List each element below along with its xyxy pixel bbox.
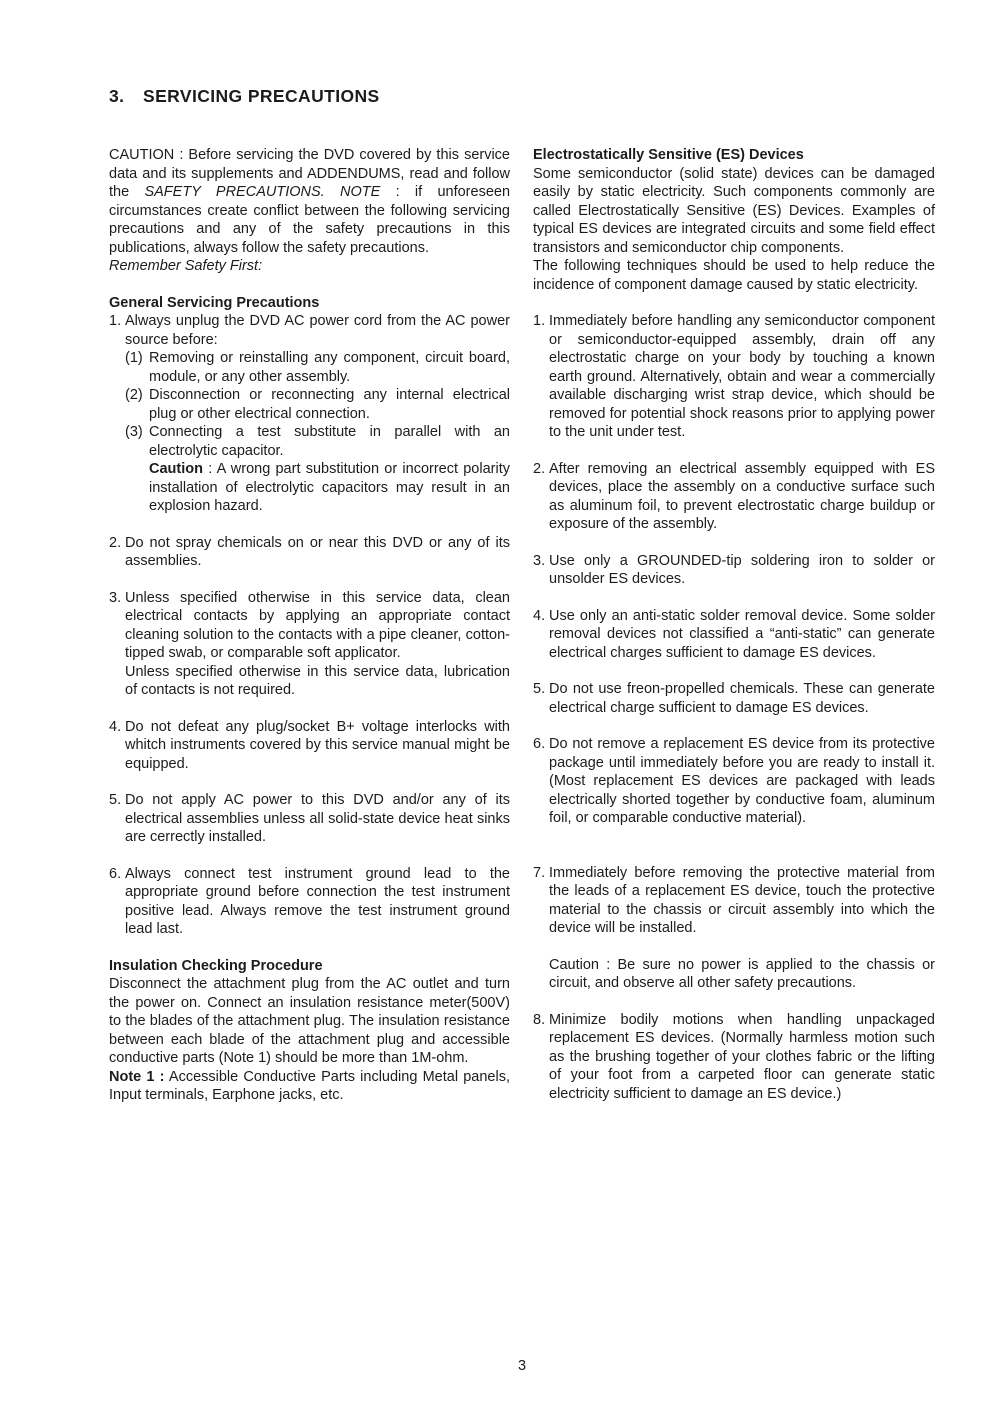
item-text: Use only a GROUNDED-tip soldering iron to solder or unsolder ES devices. — [549, 552, 935, 587]
sub-item-2 — [125, 386, 510, 423]
item-number: 5. — [109, 792, 122, 808]
list-item-3 — [109, 589, 510, 700]
item-number: 5. — [533, 681, 546, 697]
insulation-checking-heading: Insulation Checking Procedure — [109, 957, 323, 974]
es-list-item-2 — [533, 460, 935, 534]
sub-item-text: Connecting a test substitute in parallel with an electrolytic capacitor. — [149, 424, 510, 459]
left-column — [109, 146, 510, 1105]
list-item-1 — [109, 312, 510, 516]
item-text: Do not apply AC power to this DVD and/or any of its electrical assemblies unless all solid-state device heat sinks are cerrectly installed. — [125, 792, 510, 845]
sub-item-number: (3) — [125, 424, 143, 440]
list-item-6 — [109, 865, 510, 939]
item-body — [125, 589, 510, 700]
item-text: Do not use freon-propelled chemicals. These can generate electrical charge sufficient to damage ES devices. — [549, 681, 935, 716]
list-item-2 — [109, 534, 510, 571]
es-list-item-6 — [533, 735, 935, 828]
insulation-note — [109, 1068, 510, 1105]
es-devices-heading: Electrostatically Sensitive (ES) Devices — [533, 147, 804, 163]
item-text: Minimize bodily motions when handling unpackaged replacement ES devices. (Normally harmless motion such as the brushing together of your clothes fabric or the lifting of your foot from a carpeted floor can generate static electricity sufficient to damage an ES device.) — [549, 1011, 935, 1102]
sub-item-1 — [125, 349, 510, 386]
sub-item-number: (2) — [125, 387, 143, 403]
caution-note — [149, 460, 510, 516]
note-text: Accessible Conductive Parts including Metal panels, Input terminals, Earphone jacks, etc. — [109, 1068, 510, 1103]
es-list-item-1 — [533, 312, 935, 442]
item-body — [549, 864, 935, 993]
general-servicing-heading: General Servicing Precautions — [109, 294, 320, 311]
insulation-paragraph: Disconnect the attachment plug from the AC outlet and turn the power on. Connect an insulation resistance meter(500V) to the blades of the attachment plug. The insulation resistance between each blade of the attachment plug and accessible conductive parts (Note 1) should be more than 1M-ohm. — [109, 976, 510, 1066]
item-text: Unless specified otherwise in this service data, lubrication of contacts is not required. — [125, 663, 510, 698]
section-title — [109, 86, 380, 107]
item-number: 6. — [109, 865, 122, 882]
es-list-item-7 — [533, 864, 935, 993]
es-intro-paragraph-2: The following techniques should be used to help reduce the incidence of component damage caused by static electricity. — [533, 258, 935, 293]
item-text: Immediately before removing the protective material from the leads of a replacement ES device, touch the protective material to the chassis or circuit assembly into which the device will be installed. — [549, 864, 935, 936]
item-body — [125, 312, 510, 516]
item-number: 1. — [109, 313, 122, 329]
sub-item-text: Disconnection or reconnecting any internal electrical plug or other electrical connection. — [149, 387, 510, 422]
item-text: Do not remove a replacement ES device from its protective package until immediately before you are ready to install it. (Most replacement ES devices are packaged with leads electrically shorted together by conductive foam, aluminum foil, or comparable conductive material). — [549, 736, 935, 826]
item-text: Unless specified otherwise in this service data, clean electrical contacts by applying an appropriate contact cleaning solution to the contacts with a pipe cleaner, cotton-tipped swab, or comparable soft applicator. — [125, 589, 510, 661]
caution-intro-paragraph — [109, 146, 510, 257]
list-item-5 — [109, 791, 510, 847]
es-list-item-5 — [533, 680, 935, 717]
caution-intro-seg3: : if unforeseen circumstances create conflict between the following servicing precautions and any of the safety precautions in this publications, always follow the safety precautions. — [109, 184, 511, 256]
item-number: 8. — [533, 1011, 546, 1028]
item-text: Do not defeat any plug/socket B+ voltage interlocks with whitch instruments covered by this service manual might be equipped. — [125, 718, 510, 772]
section-title-text: SERVICING PRECAUTIONS — [143, 86, 380, 106]
item-text: Immediately before handling any semiconductor component or semiconductor-equipped assembly, drain off any electrostatic charge on your body by touching a known earth ground. Alternatively, obtain and wear a commercially available discharging wrist strap device, which should be removed for potential shock reasons prior to applying power to the unit under test. — [549, 313, 935, 440]
caution-label: Caution — [149, 461, 203, 477]
item-text: After removing an electrical assembly equipped with ES devices, place the assembly on a conductive surface such as aluminum foil, to prevent electrostatic charge buildup or exposure of the assembly. — [549, 460, 935, 532]
right-column — [533, 146, 935, 1103]
item-text: Always connect test instrument ground lead to the appropriate ground before connection the test instrument positive lead. Always remove the test instrument ground lead last. — [125, 865, 510, 937]
es-list-item-3 — [533, 552, 935, 589]
item-number: 2. — [533, 460, 546, 477]
list-item-4 — [109, 718, 510, 774]
item-number: 2. — [109, 534, 122, 551]
es-list-item-4 — [533, 607, 935, 663]
item-number: 3. — [533, 552, 546, 569]
sub-item-text: Removing or reinstalling any component, circuit board, module, or any other assembly. — [149, 350, 510, 385]
sub-item-number: (1) — [125, 350, 143, 366]
sub-item-body — [149, 423, 510, 516]
item-text: Always unplug the DVD AC power cord from the AC power source before: — [125, 313, 510, 348]
sub-item-3 — [125, 423, 510, 516]
caution-note: Caution : Be sure no power is applied to the chassis or circuit, and observe all other safety precautions. — [549, 956, 935, 991]
item-text: Use only an anti-static solder removal device. Some solder removal devices not classified a “anti-static” can generate electrical charges sufficient to damage ES devices. — [549, 607, 935, 661]
es-list-item-8 — [533, 1011, 935, 1104]
item-number: 7. — [533, 864, 546, 881]
item-text: Do not spray chemicals on or near this DVD or any of its assemblies. — [125, 534, 510, 569]
caution-intro-seg1: CAUTION : Before servicing the DVD covered by this service data and its supplements and ADDENDUMS, read and follow the — [109, 147, 510, 200]
caution-text: : A wrong part substitution or incorrect polarity installation of electrolytic capacitors may result in an explosion hazard. — [149, 461, 510, 514]
item-number: 3. — [109, 589, 122, 606]
item-number: 6. — [533, 736, 546, 752]
item-number: 1. — [533, 313, 546, 329]
page-number: 3 — [517, 1358, 527, 1374]
safety-first-tagline: Remember Safety First: — [109, 258, 263, 274]
section-number: 3. — [109, 86, 125, 106]
caution-intro-italic: SAFETY PRECAUTIONS. NOTE — [144, 184, 381, 200]
es-intro-paragraph-1: Some semiconductor (solid state) devices can be damaged easily by static electricity. Such components commonly are called Electrostatically Sensitive (ES) Devices. Examples of typical ES devices are integrated circuits and some field effect transistors and semiconductor chip components. — [533, 165, 935, 256]
note-label: Note 1 : — [109, 1068, 165, 1085]
item-number: 4. — [109, 718, 122, 735]
item-number: 4. — [533, 607, 546, 624]
